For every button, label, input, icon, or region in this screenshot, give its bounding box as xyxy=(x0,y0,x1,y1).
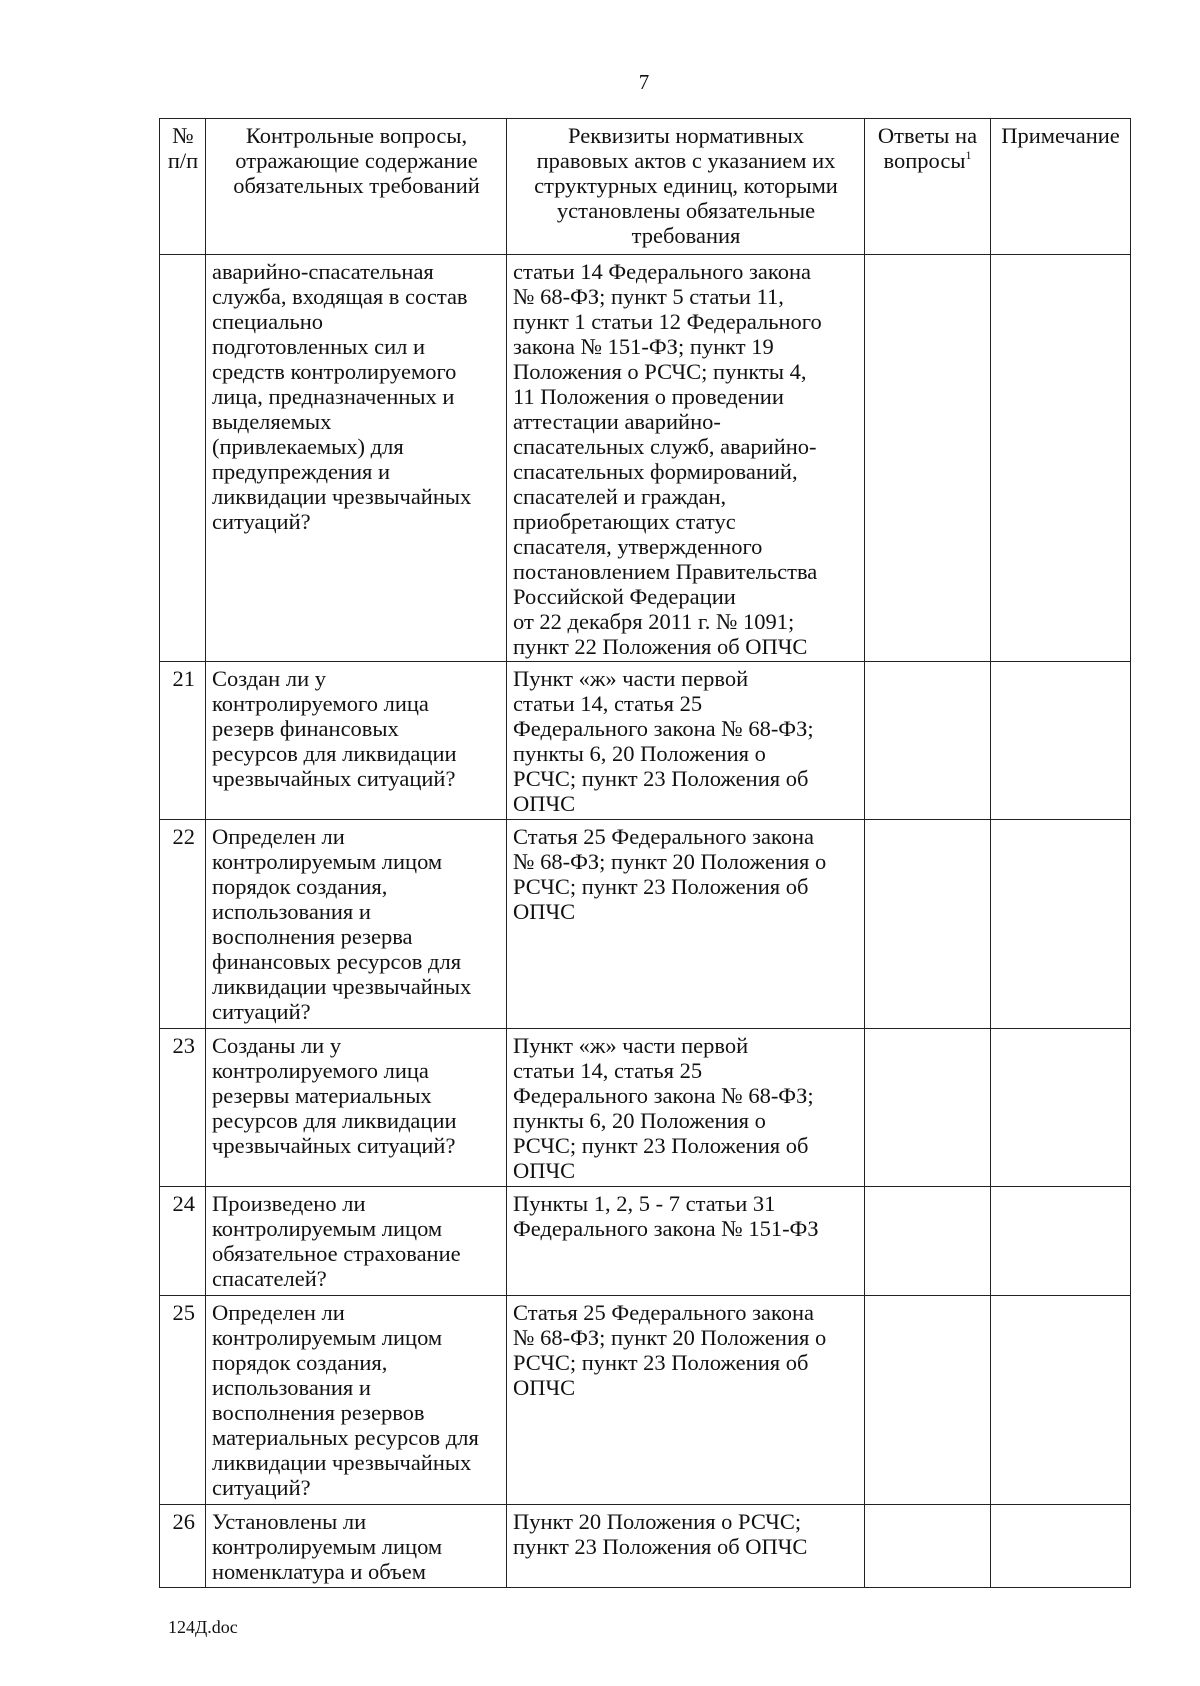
row-number: 21 xyxy=(160,662,206,820)
row-question: Произведено ли контролируемым лицом обязательное страхование спасателей? xyxy=(206,1187,507,1296)
row-legal-references: статьи 14 Федерального закона № 68-ФЗ; пункт 5 статьи 11, пункт 1 статьи 12 Федерального закона № 151-ФЗ; пункт 19 Положения о РСЧС; пункты 4, 11 Положения о проведении аттестации аварийно- спасательных служб, аварийно- спасательных формирований, спасателей и граждан, приобретающих статус спасателя, утвержденного постановлением Правительства Российской Федерации от 22 декабря 2011 г. № 1091; пункт 22 Положения об ОПЧС xyxy=(507,255,865,662)
table-row xyxy=(160,1505,1131,1588)
row-legal-references: Пункты 1, 2, 5 - 7 статьи 31 Федерального закона № 151-ФЗ xyxy=(507,1187,865,1296)
table-row xyxy=(160,1029,1131,1187)
row-note-cell xyxy=(991,255,1131,662)
header-answers-label: Ответы на вопросы xyxy=(877,123,978,173)
table-header-row xyxy=(160,119,1131,255)
row-answer-cell xyxy=(865,1505,991,1588)
row-legal-references: Пункт «ж» части первой статьи 14, статья 25 Федерального закона № 68-ФЗ; пункты 6, 20 Положения о РСЧС; пункт 23 Положения об ОПЧС xyxy=(507,1029,865,1187)
row-number xyxy=(160,255,206,662)
row-note-cell xyxy=(991,662,1131,820)
footer-filename: 124Д.doc xyxy=(168,1617,238,1637)
row-answer-cell xyxy=(865,662,991,820)
row-answer-cell xyxy=(865,1029,991,1187)
requirements-table xyxy=(159,118,1131,1588)
table-row xyxy=(160,820,1131,1029)
row-number: 24 xyxy=(160,1187,206,1296)
row-note-cell xyxy=(991,1505,1131,1588)
table-row xyxy=(160,255,1131,662)
header-legal-references: Реквизиты нормативных правовых актов с указанием их структурных единиц, которыми установлены обязательные требования xyxy=(507,119,865,255)
row-note-cell xyxy=(991,1187,1131,1296)
table-row xyxy=(160,662,1131,820)
row-number: 26 xyxy=(160,1505,206,1588)
header-answers xyxy=(865,119,991,255)
table-row xyxy=(160,1296,1131,1505)
row-note-cell xyxy=(991,820,1131,1029)
row-legal-references: Пункт 20 Положения о РСЧС; пункт 23 Положения об ОПЧС xyxy=(507,1505,865,1588)
row-answer-cell xyxy=(865,820,991,1029)
row-question: Создан ли у контролируемого лица резерв финансовых ресурсов для ликвидации чрезвычайных ситуаций? xyxy=(206,662,507,820)
header-number: № п/п xyxy=(160,119,206,255)
page-number: 7 xyxy=(638,70,650,94)
row-number: 22 xyxy=(160,820,206,1029)
row-question: Созданы ли у контролируемого лица резервы материальных ресурсов для ликвидации чрезвычайных ситуаций? xyxy=(206,1029,507,1187)
row-note-cell xyxy=(991,1296,1131,1505)
header-note: Примечание xyxy=(991,119,1131,255)
row-number: 25 xyxy=(160,1296,206,1505)
row-note-cell xyxy=(991,1029,1131,1187)
row-answer-cell xyxy=(865,1187,991,1296)
row-question: Установлены ли контролируемым лицом номенклатура и объем xyxy=(206,1505,507,1588)
row-legal-references: Статья 25 Федерального закона № 68-ФЗ; пункт 20 Положения о РСЧС; пункт 23 Положения об ОПЧС xyxy=(507,1296,865,1505)
row-question: Определен ли контролируемым лицом порядок создания, использования и восполнения резерва финансовых ресурсов для ликвидации чрезвычайных ситуаций? xyxy=(206,820,507,1029)
row-answer-cell xyxy=(865,1296,991,1505)
row-number: 23 xyxy=(160,1029,206,1187)
header-control-questions: Контрольные вопросы, отражающие содержание обязательных требований xyxy=(206,119,507,255)
row-question: аварийно-спасательная служба, входящая в состав специально подготовленных сил и средств контролируемого лица, предназначенных и выделяемых (привлекаемых) для предупреждения и ликвидации чрезвычайных ситуаций? xyxy=(206,255,507,662)
row-question: Определен ли контролируемым лицом порядок создания, использования и восполнения резервов материальных ресурсов для ликвидации чрезвычайных ситуаций? xyxy=(206,1296,507,1505)
header-answers-footnote: 1 xyxy=(965,148,972,162)
table-row xyxy=(160,1187,1131,1296)
row-legal-references: Статья 25 Федерального закона № 68-ФЗ; пункт 20 Положения о РСЧС; пункт 23 Положения об ОПЧС xyxy=(507,820,865,1029)
row-legal-references: Пункт «ж» части первой статьи 14, статья 25 Федерального закона № 68-ФЗ; пункты 6, 20 Положения о РСЧС; пункт 23 Положения об ОПЧС xyxy=(507,662,865,820)
row-answer-cell xyxy=(865,255,991,662)
